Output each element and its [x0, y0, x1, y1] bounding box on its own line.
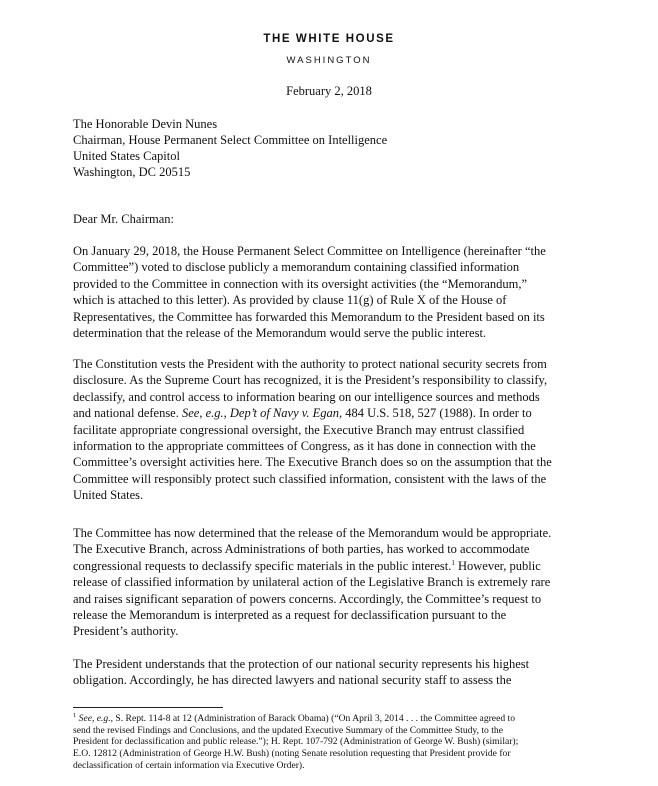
- paragraph-line: release the Memorandum is interpreted as a request for declassification pursuant to the: [73, 608, 507, 623]
- footnote-line: send the revised Findings and Conclusions, and the updated Executive Summary of the Committee Study, to the: [73, 724, 503, 736]
- paragraph-line: declassify, and control access to information bearing on our intelligence sources and methods: [73, 389, 540, 404]
- paragraph-line: The President understands that the protection of our national security represents his highest: [73, 657, 530, 671]
- recipient-address: [73, 116, 387, 180]
- paragraph-line: Committee”) voted to disclose publicly a memorandum containing classified information: [73, 260, 520, 275]
- text-run: , 484 U.S. 518, 527 (1988). In order to: [339, 406, 532, 421]
- footnote-line: President for declassification and public release.”); H. Rept. 107-792 (Administration of George W. Bush) (similar);: [73, 736, 519, 748]
- footnote-1: [73, 713, 593, 772]
- footnote-line: [73, 713, 593, 725]
- paragraph-2: [73, 356, 593, 504]
- paragraph-3: [73, 525, 593, 640]
- paragraph-line: Representatives, the Committee has forwarded this Memorandum to the President based on its: [73, 309, 545, 324]
- address-line: Chairman, House Permanent Select Committee on Intelligence: [73, 133, 388, 147]
- text-run: congressional requests to declassify specific materials in the public interest.: [73, 558, 452, 573]
- citation-signal: See, e.g.: [181, 406, 224, 421]
- case-name: Dep’t of Navy v. Egan: [229, 406, 340, 421]
- footnote-marker: 1: [73, 711, 77, 719]
- paragraph-line: Committee’s oversight activities here. The Executive Branch does so on the assumption that the: [73, 455, 552, 470]
- paragraph-line: The Executive Branch, across Administrations of both parties, has worked to accommodate: [73, 542, 530, 557]
- footnote-reference: 1: [451, 558, 455, 567]
- citation-signal: See, e.g.: [78, 713, 111, 724]
- address-line: Washington, DC 20515: [73, 165, 191, 179]
- paragraph-line: information to the appropriate committees of Congress, as it has done in connection with the: [73, 439, 536, 454]
- paragraph-line: [73, 405, 593, 421]
- address-line: The Honorable Devin Nunes: [73, 117, 218, 131]
- paragraph-line: release of classified information by unilateral action of the Legislative Branch is extremely rare: [73, 575, 551, 590]
- address-line: United States Capitol: [73, 149, 180, 163]
- letter-date: February 2, 2018: [286, 84, 372, 98]
- paragraph-line: provided to the Committee in connection with its oversight activities (the “Memorandum,”: [73, 276, 528, 291]
- footnote-line: E.O. 12812 (Administration of George H.W. Bush) (noting Senate resolution requesting that President provide for: [73, 748, 511, 760]
- paragraph-line: President’s authority.: [73, 624, 179, 639]
- text-run: ,: [223, 406, 230, 421]
- letterhead-title: THE WHITE HOUSE: [263, 33, 395, 45]
- text-run: However, public: [454, 558, 541, 573]
- paragraph-line: which is attached to this letter). As provided by clause 11(g) of Rule X of the House of: [73, 293, 507, 308]
- text-run: , S. Rept. 114-8 at 12 (Administration of Barack Obama) (“On April 3, 2014 . . . the Committee agreed to: [110, 713, 515, 724]
- footnote-divider: [73, 707, 223, 708]
- paragraph-line: The Committee has now determined that the release of the Memorandum would be appropriate.: [73, 526, 552, 540]
- paragraph-line: [73, 558, 593, 574]
- paragraph-line: facilitate appropriate congressional oversight, the Executive Branch may entrust classified: [73, 422, 525, 437]
- paragraph-line: Committee will responsibly protect such classified information, consistent with the laws of the: [73, 471, 547, 486]
- letterhead-subtitle: WASHINGTON: [286, 55, 372, 66]
- paragraph-4: [73, 656, 593, 689]
- paragraph-line: The Constitution vests the President with the authority to protect national security secrets from: [73, 357, 547, 371]
- paragraph-line: and raises significant separation of powers concerns. Accordingly, the Committee’s request to: [73, 591, 542, 606]
- footnote-line: declassification of certain information via Executive Order).: [73, 759, 305, 771]
- salutation: Dear Mr. Chairman:: [73, 212, 175, 226]
- paragraph-line: United States.: [73, 488, 144, 503]
- paragraph-line: On January 29, 2018, the House Permanent Select Committee on Intelligence (hereinafter “the: [73, 244, 546, 258]
- paragraph-line: disclosure. As the Supreme Court has recognized, it is the President’s responsibility to classify,: [73, 373, 548, 388]
- text-run: and national defense.: [73, 406, 182, 421]
- paragraph-1: [73, 243, 593, 341]
- paragraph-line: determination that the release of the Memorandum would serve the public interest.: [73, 326, 487, 341]
- paragraph-line: obligation. Accordingly, he has directed lawyers and national security staff to assess the: [73, 673, 512, 688]
